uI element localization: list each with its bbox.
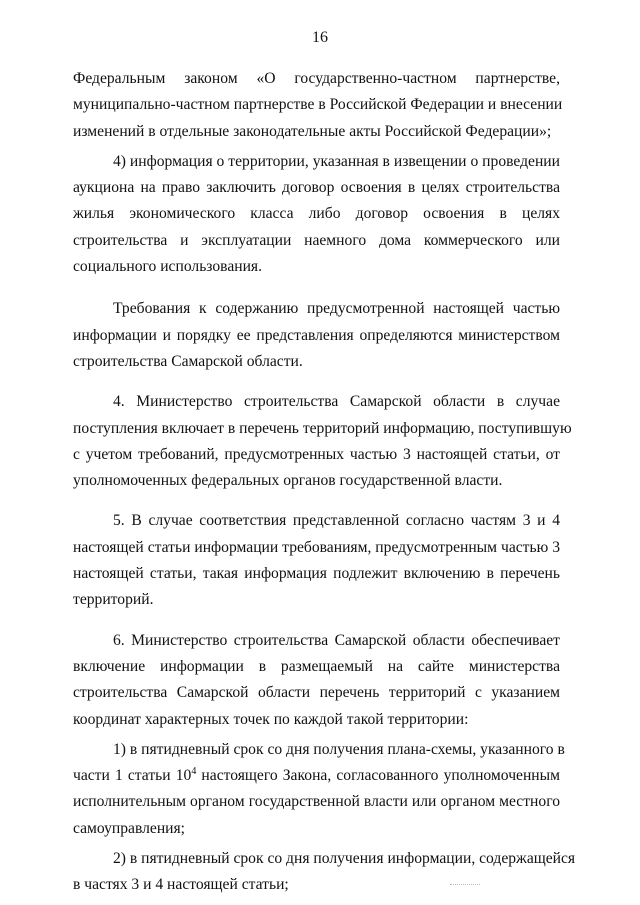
text-fragment: настоящего Закона, согласованного уполномоченным: [196, 767, 560, 785]
text-line: настоящей статьи, такая информация подлежит включению в перечень: [73, 565, 560, 583]
text-line: 4. Министерство строительства Самарской области в случае: [113, 393, 560, 411]
text-line: включение информации в размещаемый на сайте министерства: [73, 657, 560, 675]
paragraph-item-4: [73, 149, 560, 280]
text-line: настоящей статьи информации требованиям, предусмотренным частью 3: [73, 538, 560, 556]
text-line: Федеральным законом «О государственно-частном партнерстве,: [73, 70, 560, 87]
text-line: изменений в отдельные законодательные акты Российской Федерации»;: [73, 122, 552, 140]
text-line: координат характерных точек по каждой такой территории:: [73, 710, 469, 728]
text-line: строительства Самарской области.: [73, 352, 303, 370]
paragraph-part-5: [73, 508, 560, 613]
scan-artifact: [450, 884, 480, 888]
text-line: муниципально-частном партнерстве в Российской Федерации и внесении: [73, 96, 563, 114]
text-line: социального использования.: [73, 258, 263, 276]
paragraph-subitem-1: [73, 737, 565, 842]
paragraph-subitem-2: [73, 846, 576, 899]
text-line: строительства и эксплуатации наемного дома коммерческого или: [73, 231, 560, 249]
text-line: жилья экономического класса либо договор освоения в целях: [73, 205, 560, 223]
text-line: 6. Министерство строительства Самарской области обеспечивает: [113, 631, 560, 649]
text-line: [73, 763, 560, 789]
paragraph-part-4: [73, 389, 572, 494]
text-line: Требования к содержанию предусмотренной настоящей частью: [113, 300, 560, 318]
document-body: [73, 66, 576, 899]
text-line: самоуправления;: [73, 819, 186, 837]
text-line: 5. В случае соответствия представленной согласно частям 3 и 4: [113, 512, 560, 530]
text-line: 2) в пятидневный срок со дня получения информации, содержащейся: [113, 850, 576, 868]
text-line: исполнительным органом государственной власти или органом местного: [73, 793, 560, 811]
text-line: строительства Самарской области перечень территорий с указанием: [73, 684, 560, 702]
text-line: 1) в пятидневный срок со дня получения плана-схемы, указанного в: [113, 740, 565, 758]
text-line: в частях 3 и 4 настоящей статьи;: [73, 876, 289, 894]
text-line: информации и порядку ее представления определяются министерством: [73, 326, 560, 344]
paragraph-part-6: [73, 628, 560, 733]
paragraph-requirements: [73, 296, 560, 375]
superscript: 4: [191, 766, 197, 778]
text-line: аукциона на право заключить договор освоения в целях строительства: [73, 179, 560, 197]
page-number: 16: [312, 29, 328, 46]
text-line: уполномоченных федеральных органов государственной власти.: [73, 472, 503, 490]
text-line: 4) информация о территории, указанная в извещении о проведении: [113, 152, 560, 170]
text-fragment: части 1 статьи 10: [73, 767, 192, 785]
text-line: с учетом требований, предусмотренных частью 3 настоящей статьи, от: [73, 445, 560, 463]
paragraph-law-reference: [73, 66, 563, 145]
text-line: территорий.: [73, 591, 154, 609]
text-line: поступления включает в перечень территорий информацию, поступившую: [73, 419, 572, 437]
